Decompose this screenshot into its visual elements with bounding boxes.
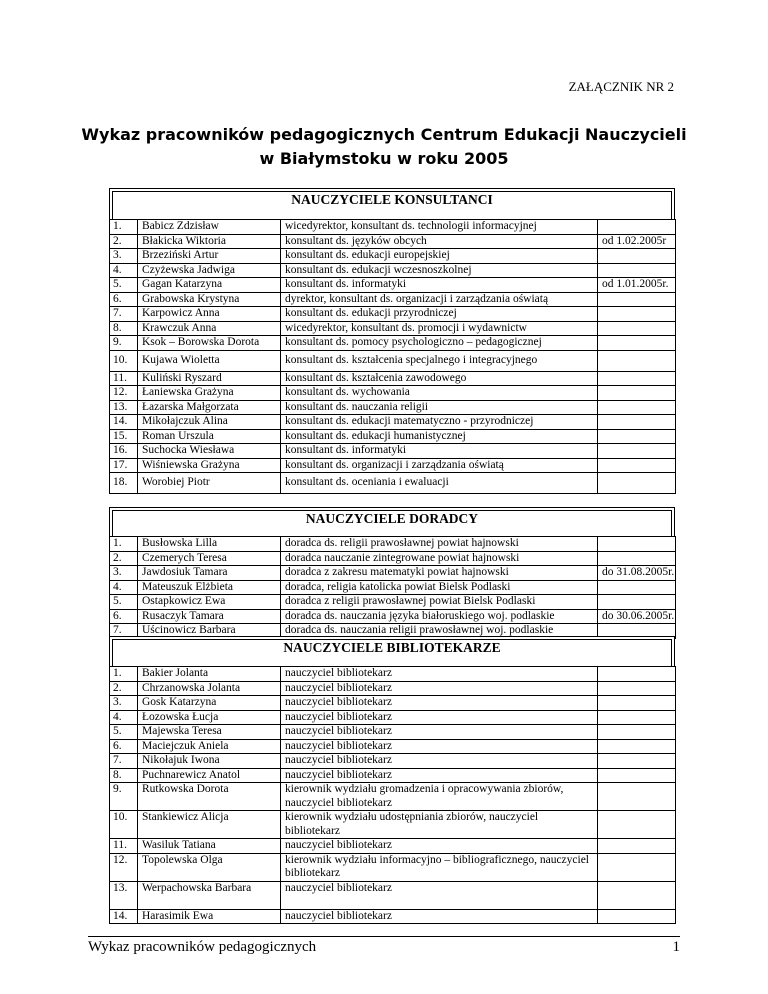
staff-name: Łaniewska Grażyna: [138, 386, 281, 401]
staff-role: konsultant ds. edukacji wczesnoszkolnej: [281, 263, 598, 278]
row-number: 2.: [110, 551, 138, 566]
staff-role: nauczyciel bibliotekarz: [281, 881, 598, 909]
staff-note: [598, 739, 676, 754]
row-number: 1.: [110, 667, 138, 682]
row-number: 13.: [110, 400, 138, 415]
table-row: [110, 371, 676, 386]
row-number: 9.: [110, 783, 138, 811]
attachment-label: ZAŁĄCZNIK NR 2: [568, 79, 674, 94]
title-line-1: Wykaz pracowników pedagogicznych Centrum Edukacji Nauczycieli: [81, 125, 687, 144]
section-title: NAUCZYCIELE BIBLIOTEKARZE: [283, 640, 501, 655]
staff-note: [598, 551, 676, 566]
staff-role: konsultant ds. edukacji przyrodniczej: [281, 307, 598, 322]
staff-role: konsultant ds. języków obcych: [281, 234, 598, 249]
table-row: [110, 696, 676, 711]
staff-role: dyrektor, konsultant ds. organizacji i zarządzania oświatą: [281, 292, 598, 307]
row-number: 4.: [110, 263, 138, 278]
title-line-2: w Białymstoku w roku 2005: [259, 149, 509, 168]
table-row: [110, 754, 676, 769]
table-row: [110, 667, 676, 682]
staff-note: [598, 458, 676, 473]
staff-role: nauczyciel bibliotekarz: [281, 725, 598, 740]
staff-name: Topolewska Olga: [138, 853, 281, 881]
staff-note: do 30.06.2005r.: [598, 609, 676, 624]
staff-note: [598, 220, 676, 235]
staff-role: nauczyciel bibliotekarz: [281, 739, 598, 754]
staff-role: konsultant ds. organizacji i zarządzania oświatą: [281, 458, 598, 473]
row-number: 16.: [110, 444, 138, 459]
table-row: [110, 839, 676, 854]
table-row: [110, 473, 676, 494]
table-row: [110, 881, 676, 909]
staff-role: wicedyrektor, konsultant ds. technologii informacyjnej: [281, 220, 598, 235]
table-row: [110, 609, 676, 624]
table-row: [110, 566, 676, 581]
row-number: 2.: [110, 234, 138, 249]
staff-name: Chrzanowska Jolanta: [138, 681, 281, 696]
staff-role: konsultant ds. edukacji matematyczno - przyrodniczej: [281, 415, 598, 430]
staff-name: Uścinowicz Barbara: [138, 624, 281, 639]
staff-note: [598, 580, 676, 595]
row-number: 10.: [110, 811, 138, 839]
row-number: 4.: [110, 580, 138, 595]
staff-note: [598, 429, 676, 444]
table-row: [110, 336, 676, 351]
table-row: [110, 580, 676, 595]
row-number: 5.: [110, 725, 138, 740]
row-number: 12.: [110, 853, 138, 881]
table-row: [110, 350, 676, 371]
staff-name: Wiśniewska Grażyna: [138, 458, 281, 473]
staff-name: Babicz Zdzisław: [138, 220, 281, 235]
staff-role: konsultant ds. wychowania: [281, 386, 598, 401]
staff-role: doradca z zakresu matematyki powiat hajnowski: [281, 566, 598, 581]
row-number: 8.: [110, 768, 138, 783]
staff-role: konsultant ds. edukacji humanistycznej: [281, 429, 598, 444]
staff-note: do 31.08.2005r.: [598, 566, 676, 581]
footer-text: Wykaz pracowników pedagogicznych: [88, 939, 317, 955]
staff-note: [598, 754, 676, 769]
row-number: 7.: [110, 754, 138, 769]
table-row: [110, 429, 676, 444]
staff-role: kierownik wydziału gromadzenia i opracowywania zbiorów, nauczyciel bibliotekarz: [281, 783, 598, 811]
staff-name: Błakicka Wiktoria: [138, 234, 281, 249]
staff-name: Nikołajuk Iwona: [138, 754, 281, 769]
row-number: 2.: [110, 681, 138, 696]
staff-note: [598, 444, 676, 459]
staff-role: doradca nauczanie zintegrowane powiat hajnowski: [281, 551, 598, 566]
row-number: 11.: [110, 371, 138, 386]
row-number: 6.: [110, 609, 138, 624]
staff-name: Wasiluk Tatiana: [138, 839, 281, 854]
row-number: 5.: [110, 278, 138, 293]
table-row: [110, 551, 676, 566]
staff-name: Harasimik Ewa: [138, 909, 281, 924]
staff-note: [598, 839, 676, 854]
staff-role: konsultant ds. informatyki: [281, 278, 598, 293]
staff-note: [598, 415, 676, 430]
staff-note: [598, 881, 676, 909]
staff-name: Ksok – Borowska Dorota: [138, 336, 281, 351]
staff-name: Bakier Jolanta: [138, 667, 281, 682]
staff-role: nauczyciel bibliotekarz: [281, 667, 598, 682]
staff-note: [598, 321, 676, 336]
row-number: 18.: [110, 473, 138, 494]
staff-note: [598, 400, 676, 415]
row-number: 1.: [110, 537, 138, 552]
table-row: [110, 768, 676, 783]
staff-role: nauczyciel bibliotekarz: [281, 768, 598, 783]
staff-name: Gosk Katarzyna: [138, 696, 281, 711]
staff-note: [598, 696, 676, 711]
staff-name: Brzeziński Artur: [138, 249, 281, 264]
staff-role: doradca ds. nauczania języka białoruskiego woj. podlaskie: [281, 609, 598, 624]
row-number: 1.: [110, 220, 138, 235]
staff-name: Roman Urszula: [138, 429, 281, 444]
table-row: [110, 458, 676, 473]
table-row: [110, 292, 676, 307]
staff-note: [598, 909, 676, 924]
staff-role: nauczyciel bibliotekarz: [281, 681, 598, 696]
staff-note: [598, 350, 676, 371]
staff-role: nauczyciel bibliotekarz: [281, 909, 598, 924]
staff-name: Busłowska Lilla: [138, 537, 281, 552]
table-row: [110, 681, 676, 696]
staff-note: [598, 249, 676, 264]
staff-note: [598, 710, 676, 725]
table-row: [110, 321, 676, 336]
staff-note: [598, 768, 676, 783]
staff-name: Jawdosiuk Tamara: [138, 566, 281, 581]
table-row: [110, 278, 676, 293]
table-row: [110, 444, 676, 459]
staff-note: [598, 783, 676, 811]
staff-note: [598, 292, 676, 307]
table-row: [110, 249, 676, 264]
section-header: [109, 507, 675, 536]
row-number: 14.: [110, 415, 138, 430]
table-row: [110, 725, 676, 740]
row-number: 5.: [110, 595, 138, 610]
staff-note: [598, 336, 676, 351]
staff-note: od 1.01.2005r.: [598, 278, 676, 293]
table-row: [110, 811, 676, 839]
table-row: [110, 234, 676, 249]
row-number: 9.: [110, 336, 138, 351]
staff-role: konsultant ds. oceniania i ewaluacji: [281, 473, 598, 494]
staff-name: Suchocka Wiesława: [138, 444, 281, 459]
table-row: [110, 739, 676, 754]
staff-name: Mikołajczuk Alina: [138, 415, 281, 430]
row-number: 13.: [110, 881, 138, 909]
row-number: 7.: [110, 624, 138, 639]
staff-role: konsultant ds. pomocy psychologiczno – pedagogicznej: [281, 336, 598, 351]
staff-role: konsultant ds. edukacji europejskiej: [281, 249, 598, 264]
row-number: 15.: [110, 429, 138, 444]
staff-role: wicedyrektor, konsultant ds. promocji i wydawnictw: [281, 321, 598, 336]
row-number: 8.: [110, 321, 138, 336]
staff-note: od 1.02.2005r: [598, 234, 676, 249]
staff-role: konsultant ds. informatyki: [281, 444, 598, 459]
staff-role: doradca, religia katolicka powiat Bielsk Podlaski: [281, 580, 598, 595]
section-header: [109, 636, 675, 666]
staff-name: Czyżewska Jadwiga: [138, 263, 281, 278]
staff-role: nauczyciel bibliotekarz: [281, 839, 598, 854]
table-row: [110, 386, 676, 401]
staff-role: konsultant ds. nauczania religii: [281, 400, 598, 415]
row-number: 14.: [110, 909, 138, 924]
staff-name: Worobiej Piotr: [138, 473, 281, 494]
staff-note: [598, 681, 676, 696]
staff-name: Łazarska Małgorzata: [138, 400, 281, 415]
table-row: [110, 415, 676, 430]
staff-note: [598, 473, 676, 494]
staff-role: kierownik wydziału udostępniania zbiorów, nauczyciel bibliotekarz: [281, 811, 598, 839]
staff-table: [109, 219, 676, 494]
staff-name: Werpachowska Barbara: [138, 881, 281, 909]
staff-name: Karpowicz Anna: [138, 307, 281, 322]
staff-note: [598, 371, 676, 386]
staff-role: nauczyciel bibliotekarz: [281, 710, 598, 725]
staff-name: Krawczuk Anna: [138, 321, 281, 336]
staff-name: Łozowska Łucja: [138, 710, 281, 725]
staff-role: doradca z religii prawosławnej powiat Bielsk Podlaski: [281, 595, 598, 610]
table-row: [110, 220, 676, 235]
staff-note: [598, 386, 676, 401]
staff-table: [109, 666, 676, 924]
staff-role: konsultant ds. kształcenia specjalnego i integracyjnego: [281, 350, 598, 371]
staff-name: Stankiewicz Alicja: [138, 811, 281, 839]
table-row: [110, 853, 676, 881]
table-row: [110, 909, 676, 924]
table-row: [110, 263, 676, 278]
footer-divider: [88, 936, 680, 937]
table-row: [110, 537, 676, 552]
staff-role: nauczyciel bibliotekarz: [281, 754, 598, 769]
page-title: [0, 123, 768, 171]
staff-name: Grabowska Krystyna: [138, 292, 281, 307]
row-number: 11.: [110, 839, 138, 854]
table-row: [110, 710, 676, 725]
staff-note: [598, 853, 676, 881]
section-title: NAUCZYCIELE DORADCY: [305, 511, 479, 526]
staff-note: [598, 263, 676, 278]
staff-note: [598, 811, 676, 839]
staff-note: [598, 667, 676, 682]
row-number: 6.: [110, 739, 138, 754]
section-title: NAUCZYCIELE KONSULTANCI: [291, 192, 493, 207]
row-number: 10.: [110, 350, 138, 371]
row-number: 17.: [110, 458, 138, 473]
row-number: 3.: [110, 566, 138, 581]
section-header: [109, 188, 675, 219]
table-row: [110, 307, 676, 322]
staff-name: Maciejczuk Aniela: [138, 739, 281, 754]
staff-name: Ostapkowicz Ewa: [138, 595, 281, 610]
staff-role: nauczyciel bibliotekarz: [281, 696, 598, 711]
staff-role: kierownik wydziału informacyjno – bibliograficznego, nauczyciel bibliotekarz: [281, 853, 598, 881]
staff-note: [598, 725, 676, 740]
row-number: 12.: [110, 386, 138, 401]
row-number: 3.: [110, 696, 138, 711]
staff-note: [598, 537, 676, 552]
staff-name: Gagan Katarzyna: [138, 278, 281, 293]
table-row: [110, 783, 676, 811]
staff-name: Puchnarewicz Anatol: [138, 768, 281, 783]
row-number: 3.: [110, 249, 138, 264]
staff-name: Majewska Teresa: [138, 725, 281, 740]
table-row: [110, 595, 676, 610]
page-number: 1: [672, 939, 680, 955]
staff-role: doradca ds. nauczania religii prawosławnej woj. podlaskie: [281, 624, 598, 639]
staff-name: Mateuszuk Elżbieta: [138, 580, 281, 595]
staff-note: [598, 595, 676, 610]
staff-name: Rutkowska Dorota: [138, 783, 281, 811]
staff-name: Rusaczyk Tamara: [138, 609, 281, 624]
row-number: 7.: [110, 307, 138, 322]
staff-role: doradca ds. religii prawosławnej powiat hajnowski: [281, 537, 598, 552]
staff-table: [109, 536, 676, 639]
table-row: [110, 400, 676, 415]
row-number: 6.: [110, 292, 138, 307]
row-number: 4.: [110, 710, 138, 725]
staff-name: Czemerych Teresa: [138, 551, 281, 566]
staff-role: konsultant ds. kształcenia zawodowego: [281, 371, 598, 386]
staff-name: Kuliński Ryszard: [138, 371, 281, 386]
staff-note: [598, 307, 676, 322]
staff-name: Kujawa Wioletta: [138, 350, 281, 371]
